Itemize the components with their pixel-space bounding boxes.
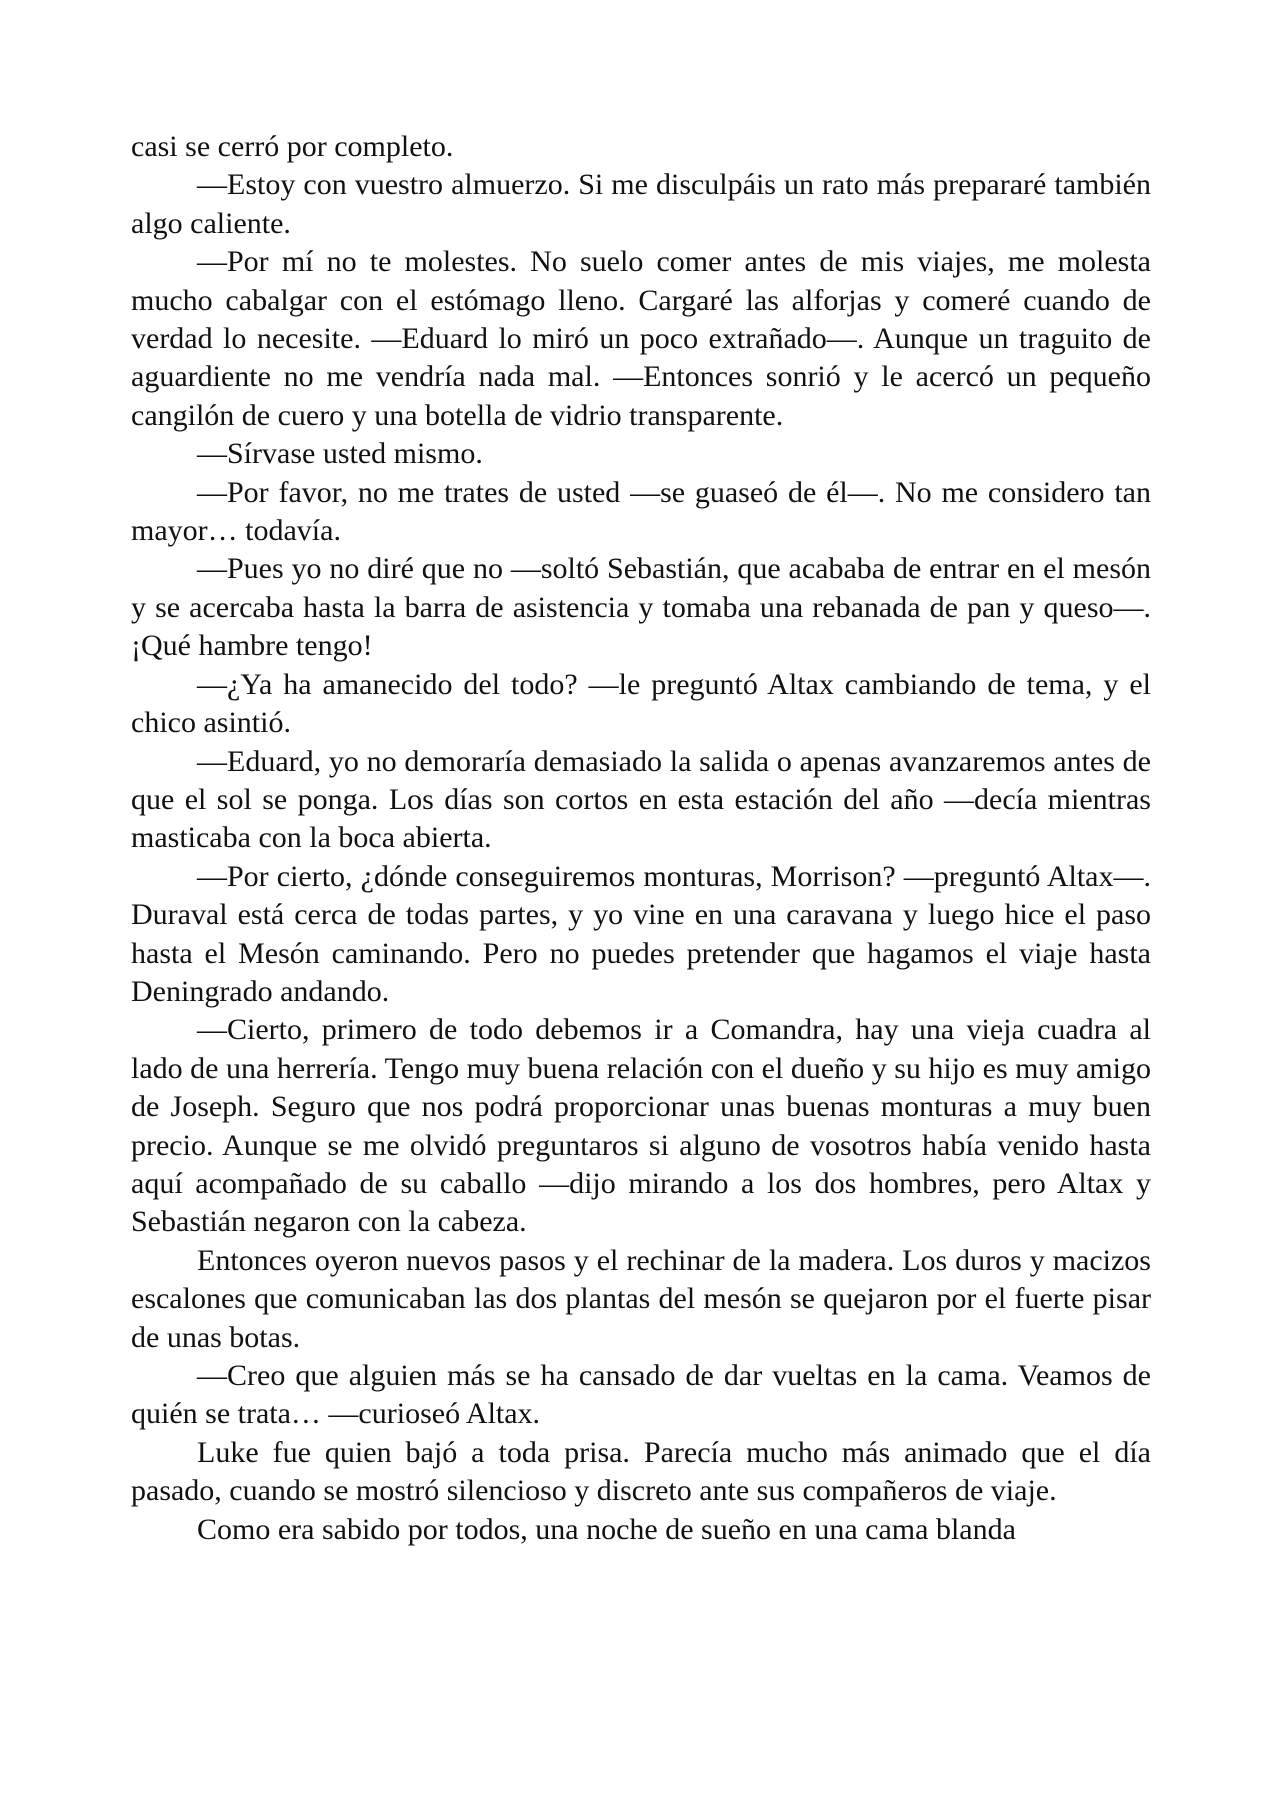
paragraph: —Por favor, no me trates de usted —se guaseó de él—. No me considero tan mayor… todavía.	[131, 475, 1151, 548]
paragraph: —¿Ya ha amanecido del todo? —le preguntó Altax cambiando de tema, y el chico asintió.	[131, 667, 1151, 740]
paragraph: —Por mí no te molestes. No suelo comer antes de mis viajes, me molesta mucho cabalgar con el estómago lleno. Cargaré las alforjas y comeré cuando de verdad lo necesite. —Eduard lo miró un poco extrañado—. Aunque un traguito de aguardiente no me vendría nada mal. —Entonces sonrió y le acercó un pequeño cangilón de cuero y una botella de vidrio transparente.	[131, 245, 1151, 432]
paragraph: —Eduard, yo no demoraría demasiado la salida o apenas avanzaremos antes de que el sol se ponga. Los días son cortos en esta estación del año —decía mientras masticaba con la boca abierta.	[131, 744, 1151, 855]
paragraph: Como era sabido por todos, una noche de sueño en una cama blanda	[197, 1512, 1016, 1546]
paragraph: —Pues yo no diré que no —soltó Sebastián, que acababa de entrar en el mesón y se acercaba hasta la barra de asistencia y tomaba una rebanada de pan y queso—. ¡Qué hambre tengo!	[131, 552, 1151, 663]
paragraph: Entonces oyeron nuevos pasos y el rechinar de la madera. Los duros y macizos escalones que comunicaban las dos plantas del mesón se quejaron por el fuerte pisar de unas botas.	[131, 1243, 1151, 1354]
paragraph: —Cierto, primero de todo debemos ir a Comandra, hay una vieja cuadra al lado de una herrería. Tengo muy buena relación con el dueño y su hijo es muy amigo de Joseph. Seguro que nos podrá proporcionar unas buenas monturas a muy buen precio. Aunque se me olvidó preguntaros si alguno de vosotros había venido hasta aquí acompañado de su caballo —dijo mirando a los dos hombres, pero Altax y Sebastián negaron con la cabeza.	[131, 1013, 1151, 1239]
body-text	[131, 128, 1151, 1549]
paragraph: —Por cierto, ¿dónde conseguiremos monturas, Morrison? —preguntó Altax—. Duraval está cerca de todas partes, y yo vine en una caravana y luego hice el paso hasta el Mesón caminando. Pero no puedes pretender que hagamos el viaje hasta Deningrado andando.	[131, 859, 1151, 1008]
paragraph: casi se cerró por completo.	[131, 130, 454, 163]
paragraph: —Creo que alguien más se ha cansado de dar vueltas en la cama. Veamos de quién se trata… —curioseó Altax.	[131, 1359, 1151, 1431]
paragraph: Luke fue quien bajó a toda prisa. Parecía mucho más animado que el día pasado, cuando se mostró silencioso y discreto ante sus compañeros de viaje.	[131, 1435, 1151, 1508]
paragraph: —Estoy con vuestro almuerzo. Si me disculpáis un rato más prepararé también algo caliente.	[131, 168, 1151, 240]
paragraph: —Sírvase usted mismo.	[197, 437, 483, 471]
